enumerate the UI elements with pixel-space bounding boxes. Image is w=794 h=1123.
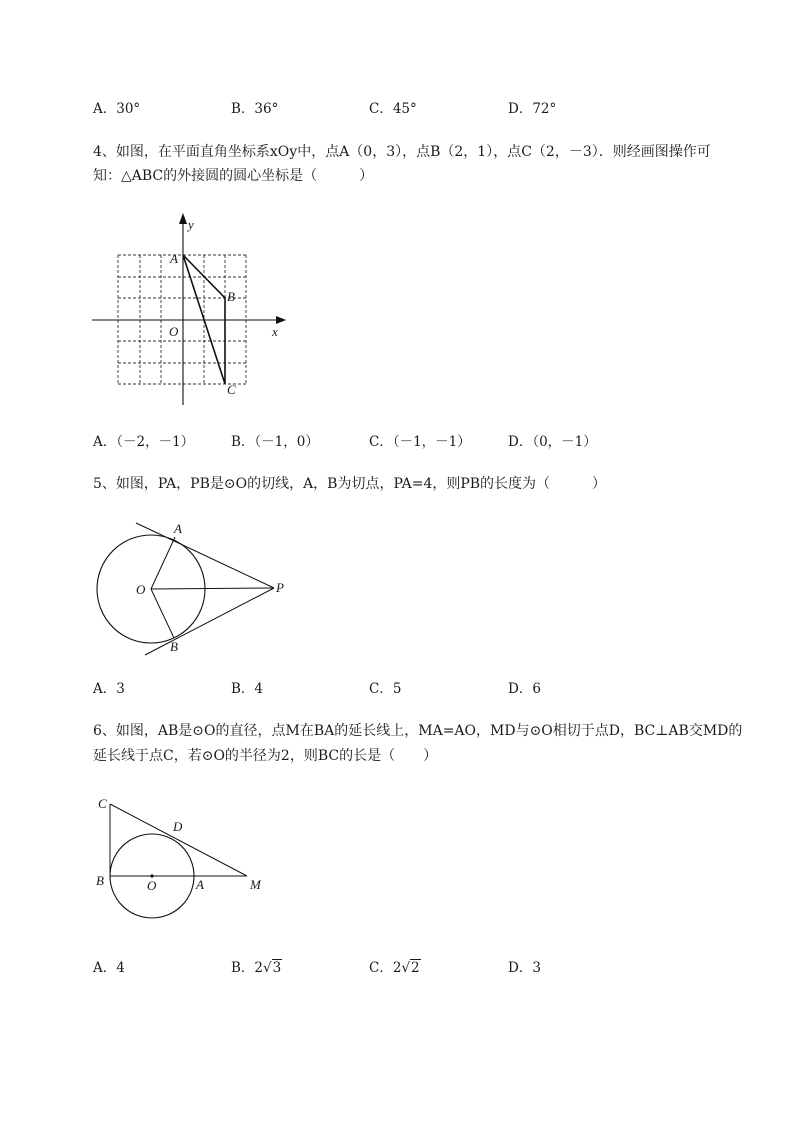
q6-option-b-radicand: 3	[272, 960, 282, 976]
q6-label-c: C	[98, 796, 107, 811]
q4-label-o: O	[169, 324, 179, 339]
q6-label-m: M	[250, 877, 261, 892]
q6-label-d: D	[173, 819, 183, 834]
q6-label-o: O	[147, 878, 157, 893]
q6-text-line1: 6、如图，AB是⊙O的直径，点M在BA的延长线上，MA=AO，MD与⊙O相切于点D，BC⊥AB交MD的	[93, 723, 743, 739]
q6-circle-figure	[90, 790, 280, 930]
q4-option-a: A．（－2，－1）	[93, 434, 195, 450]
q5-option-c: C．5	[369, 681, 402, 697]
q3-option-a: A．30°	[93, 101, 141, 117]
q6-option-b-sqrt: √3	[263, 960, 282, 976]
q6-label-a: A	[196, 877, 204, 892]
q4-coordinate-figure	[88, 205, 298, 410]
q6-option-b-coef: 2	[254, 960, 264, 976]
q4-option-b: B．（－1，0）	[231, 434, 319, 450]
q6-option-c-sqrt: √2	[401, 960, 420, 976]
q4-label-b: B	[227, 289, 235, 304]
q4-label-x: x	[272, 324, 278, 339]
q5-text-line1: 5、如图，PA，PB是⊙O的切线，A，B为切点，PA=4，则PB的长度为（ ）	[93, 476, 607, 492]
q5-label-o: O	[136, 582, 146, 597]
q5-option-d: D．6	[508, 681, 541, 697]
q6-option-d: D．3	[508, 960, 541, 976]
q3-option-c: C．45°	[369, 101, 417, 117]
q5-option-a: A．3	[93, 681, 125, 697]
q4-y-arrow	[179, 213, 187, 224]
q5-option-b: B．4	[231, 681, 264, 697]
q6-option-c	[369, 958, 421, 978]
q4-text-line1: 4、如图，在平面直角坐标系xOy中，点A（0，3），点B（2，1），点C（2，－3）．则经画图操作可	[93, 144, 711, 160]
q4-text-line2: 知：△ABC的外接圆的圆心坐标是（ ）	[93, 168, 374, 184]
q4-label-c: C	[227, 382, 236, 397]
q5-label-p: P	[276, 580, 284, 595]
q5-label-b: B	[170, 639, 178, 654]
q4-option-c: C．（－1，－1）	[369, 434, 471, 450]
q4-label-y: y	[188, 217, 194, 232]
q6-text-line2: 延长线于点C，若⊙O的半径为2，则BC的长是（ ）	[93, 748, 438, 764]
q3-option-d: D．72°	[508, 101, 557, 117]
q6-option-c-coef: 2	[392, 960, 402, 976]
q6-option-b	[231, 958, 282, 978]
q6-option-c-radicand: 2	[411, 960, 420, 976]
q6-option-a: A．4	[93, 960, 125, 976]
q3-option-b: B．36°	[231, 101, 279, 117]
q5-radius-oa	[151, 537, 175, 589]
q5-label-a: A	[174, 521, 182, 536]
q5-segment-op	[151, 588, 274, 589]
q5-tangent-pa	[136, 523, 274, 588]
q6-option-b-prefix: B．	[231, 960, 255, 976]
q4-label-a: A	[170, 251, 178, 266]
q6-label-b: B	[96, 873, 104, 888]
q5-tangent-figure	[90, 515, 300, 665]
q6-option-c-prefix: C．	[369, 960, 393, 976]
q5-radius-ob	[151, 589, 174, 638]
q4-option-d: D．（0，－1）	[508, 434, 597, 450]
q5-tangent-pb	[145, 588, 274, 655]
q4-x-arrow	[276, 316, 286, 324]
